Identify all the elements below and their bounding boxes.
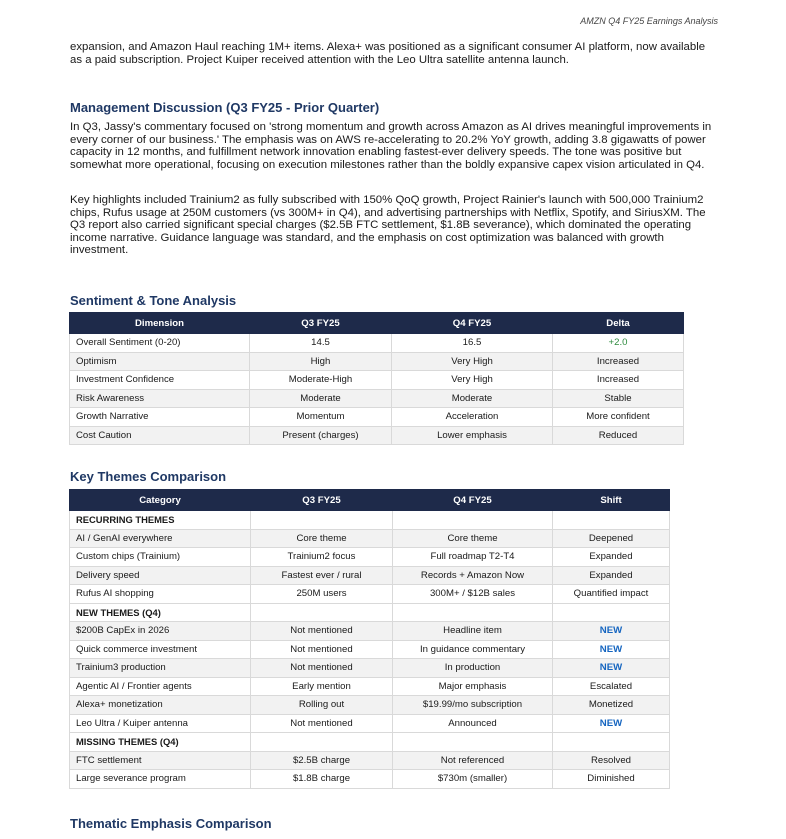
sentiment-cell: Acceleration: [392, 408, 553, 427]
sentiment-header-cell: Q3 FY25: [250, 313, 392, 334]
sentiment-cell: Very High: [392, 371, 553, 390]
themes-cell: Not referenced: [393, 751, 553, 770]
themes-cell: Trainium3 production: [70, 659, 251, 678]
themes-cell: Quantified impact: [553, 585, 670, 604]
sentiment-row: [70, 426, 684, 445]
themes-row: [70, 529, 670, 548]
themes-cell: Delivery speed: [70, 566, 251, 585]
themes-cell: $200B CapEx in 2026: [70, 622, 251, 641]
themes-group-row: [70, 733, 670, 752]
sentiment-table: [69, 312, 684, 445]
themes-cell: Headline item: [393, 622, 553, 641]
sentiment-cell: Very High: [392, 352, 553, 371]
themes-cell: Not mentioned: [251, 622, 393, 641]
themes-row: [70, 677, 670, 696]
sentiment-cell: Moderate-High: [250, 371, 392, 390]
key-themes-table: [69, 489, 670, 789]
sentiment-cell: Present (charges): [250, 426, 392, 445]
themes-cell: Leo Ultra / Kuiper antenna: [70, 714, 251, 733]
sentiment-cell: Moderate: [392, 389, 553, 408]
sentiment-cell: Risk Awareness: [70, 389, 250, 408]
themes-cell: NEW: [553, 659, 670, 678]
sentiment-cell: Reduced: [553, 426, 684, 445]
themes-cell: NEW: [553, 714, 670, 733]
themes-cell: Quick commerce investment: [70, 640, 251, 659]
themes-cell: Deepened: [553, 529, 670, 548]
themes-group-empty-cell: [251, 733, 393, 752]
themes-group-empty-cell: [393, 511, 553, 530]
management-paragraph-1: In Q3, Jassy's commentary focused on 'strong momentum and growth across Amazon as AI drives meaningful improvements in every corner of our business.' The emphasis was on AWS re-accelerating to 20.2% YoY growth, adding 3.8 gigawatts of power capacity in 12 months, and fulfillment network innovation enabling fastest-ever delivery speeds. The tone was positive but somewhat more operational, focusing on execution milestones rather than the boldly expansive capex vision articulated in Q4.: [70, 121, 712, 171]
themes-cell: NEW: [553, 622, 670, 641]
sentiment-cell: Increased: [553, 352, 684, 371]
themes-row: [70, 770, 670, 789]
themes-cell: $2.5B charge: [251, 751, 393, 770]
themes-row: [70, 566, 670, 585]
themes-cell: FTC settlement: [70, 751, 251, 770]
themes-cell: Announced: [393, 714, 553, 733]
sentiment-cell: Lower emphasis: [392, 426, 553, 445]
themes-group-row: [70, 511, 670, 530]
themes-row: [70, 659, 670, 678]
themes-group-empty-cell: [251, 511, 393, 530]
sentiment-cell: More confident: [553, 408, 684, 427]
themes-cell: Large severance program: [70, 770, 251, 789]
thematic-emphasis-heading: Thematic Emphasis Comparison: [70, 816, 272, 831]
sentiment-row: [70, 352, 684, 371]
themes-cell: Not mentioned: [251, 714, 393, 733]
themes-row: [70, 622, 670, 641]
sentiment-cell: Optimism: [70, 352, 250, 371]
themes-header-cell: Category: [70, 490, 251, 511]
themes-cell: Diminished: [553, 770, 670, 789]
sentiment-header-cell: Delta: [553, 313, 684, 334]
themes-cell: Full roadmap T2-T4: [393, 548, 553, 567]
themes-group-empty-cell: [251, 603, 393, 622]
themes-header-cell: Shift: [553, 490, 670, 511]
themes-cell: Agentic AI / Frontier agents: [70, 677, 251, 696]
themes-cell: $730m (smaller): [393, 770, 553, 789]
themes-group-empty-cell: [553, 511, 670, 530]
themes-group-empty-cell: [553, 603, 670, 622]
themes-cell: Core theme: [251, 529, 393, 548]
sentiment-cell: Momentum: [250, 408, 392, 427]
sentiment-cell: Investment Confidence: [70, 371, 250, 390]
sentiment-row: [70, 408, 684, 427]
sentiment-cell: Moderate: [250, 389, 392, 408]
themes-header-cell: Q3 FY25: [251, 490, 393, 511]
management-paragraph-2: Key highlights included Trainium2 as fully subscribed with 150% QoQ growth, Project Rainier's launch with 500,000 Trainium2 chips, Rufus usage at 250M customers (vs 300M+ in Q4), and advertising partnerships with Netflix, Spotify, and SiriusXM. The Q3 report also carried significant special charges ($2.5B FTC settlement, $1.8B severance), which dominated the operating income narrative. Guidance language was standard, and the emphasis on cost optimization was balanced with growth investment.: [70, 194, 706, 257]
themes-row: [70, 751, 670, 770]
themes-row: [70, 696, 670, 715]
themes-cell: Not mentioned: [251, 659, 393, 678]
themes-header-cell: Q4 FY25: [393, 490, 553, 511]
themes-cell: $1.8B charge: [251, 770, 393, 789]
themes-cell: Fastest ever / rural: [251, 566, 393, 585]
sentiment-heading: Sentiment & Tone Analysis: [70, 293, 237, 308]
running-header: AMZN Q4 FY25 Earnings Analysis: [580, 16, 718, 26]
themes-cell: Expanded: [553, 566, 670, 585]
themes-cell: Major emphasis: [393, 677, 553, 696]
sentiment-cell: Cost Caution: [70, 426, 250, 445]
themes-row: [70, 640, 670, 659]
sentiment-header-cell: Dimension: [70, 313, 250, 334]
themes-cell: 250M users: [251, 585, 393, 604]
themes-cell: AI / GenAI everywhere: [70, 529, 251, 548]
themes-row: [70, 585, 670, 604]
themes-row: [70, 548, 670, 567]
themes-cell: Trainium2 focus: [251, 548, 393, 567]
themes-cell: Custom chips (Trainium): [70, 548, 251, 567]
sentiment-cell: Increased: [553, 371, 684, 390]
themes-cell: 300M+ / $12B sales: [393, 585, 553, 604]
sentiment-header-cell: Q4 FY25: [392, 313, 553, 334]
themes-cell: In guidance commentary: [393, 640, 553, 659]
themes-group-label: NEW THEMES (Q4): [70, 603, 251, 622]
themes-cell: Rolling out: [251, 696, 393, 715]
sentiment-cell: Stable: [553, 389, 684, 408]
sentiment-cell: +2.0: [553, 334, 684, 353]
themes-group-empty-cell: [393, 733, 553, 752]
themes-group-empty-cell: [553, 733, 670, 752]
sentiment-cell: High: [250, 352, 392, 371]
themes-row: [70, 714, 670, 733]
themes-cell: NEW: [553, 640, 670, 659]
sentiment-row: [70, 334, 684, 353]
themes-cell: Escalated: [553, 677, 670, 696]
themes-cell: Early mention: [251, 677, 393, 696]
themes-cell: Records + Amazon Now: [393, 566, 553, 585]
themes-group-row: [70, 603, 670, 622]
themes-group-label: MISSING THEMES (Q4): [70, 733, 251, 752]
themes-cell: In production: [393, 659, 553, 678]
themes-cell: Not mentioned: [251, 640, 393, 659]
themes-cell: Alexa+ monetization: [70, 696, 251, 715]
themes-cell: Core theme: [393, 529, 553, 548]
sentiment-cell: Growth Narrative: [70, 408, 250, 427]
themes-cell: Monetized: [553, 696, 670, 715]
sentiment-cell: 14.5: [250, 334, 392, 353]
intro-paragraph: expansion, and Amazon Haul reaching 1M+ items. Alexa+ was positioned as a significant consumer AI platform, now available as a paid subscription. Project Kuiper received attention with the Leo Ultra satellite antenna launch.: [70, 41, 706, 66]
sentiment-row: [70, 371, 684, 390]
themes-cell: Expanded: [553, 548, 670, 567]
themes-cell: Rufus AI shopping: [70, 585, 251, 604]
themes-cell: $19.99/mo subscription: [393, 696, 553, 715]
sentiment-cell: Overall Sentiment (0-20): [70, 334, 250, 353]
sentiment-row: [70, 389, 684, 408]
key-themes-heading: Key Themes Comparison: [70, 469, 227, 484]
sentiment-cell: 16.5: [392, 334, 553, 353]
themes-group-empty-cell: [393, 603, 553, 622]
management-discussion-heading: Management Discussion (Q3 FY25 - Prior Quarter): [70, 100, 380, 115]
themes-group-label: RECURRING THEMES: [70, 511, 251, 530]
themes-cell: Resolved: [553, 751, 670, 770]
